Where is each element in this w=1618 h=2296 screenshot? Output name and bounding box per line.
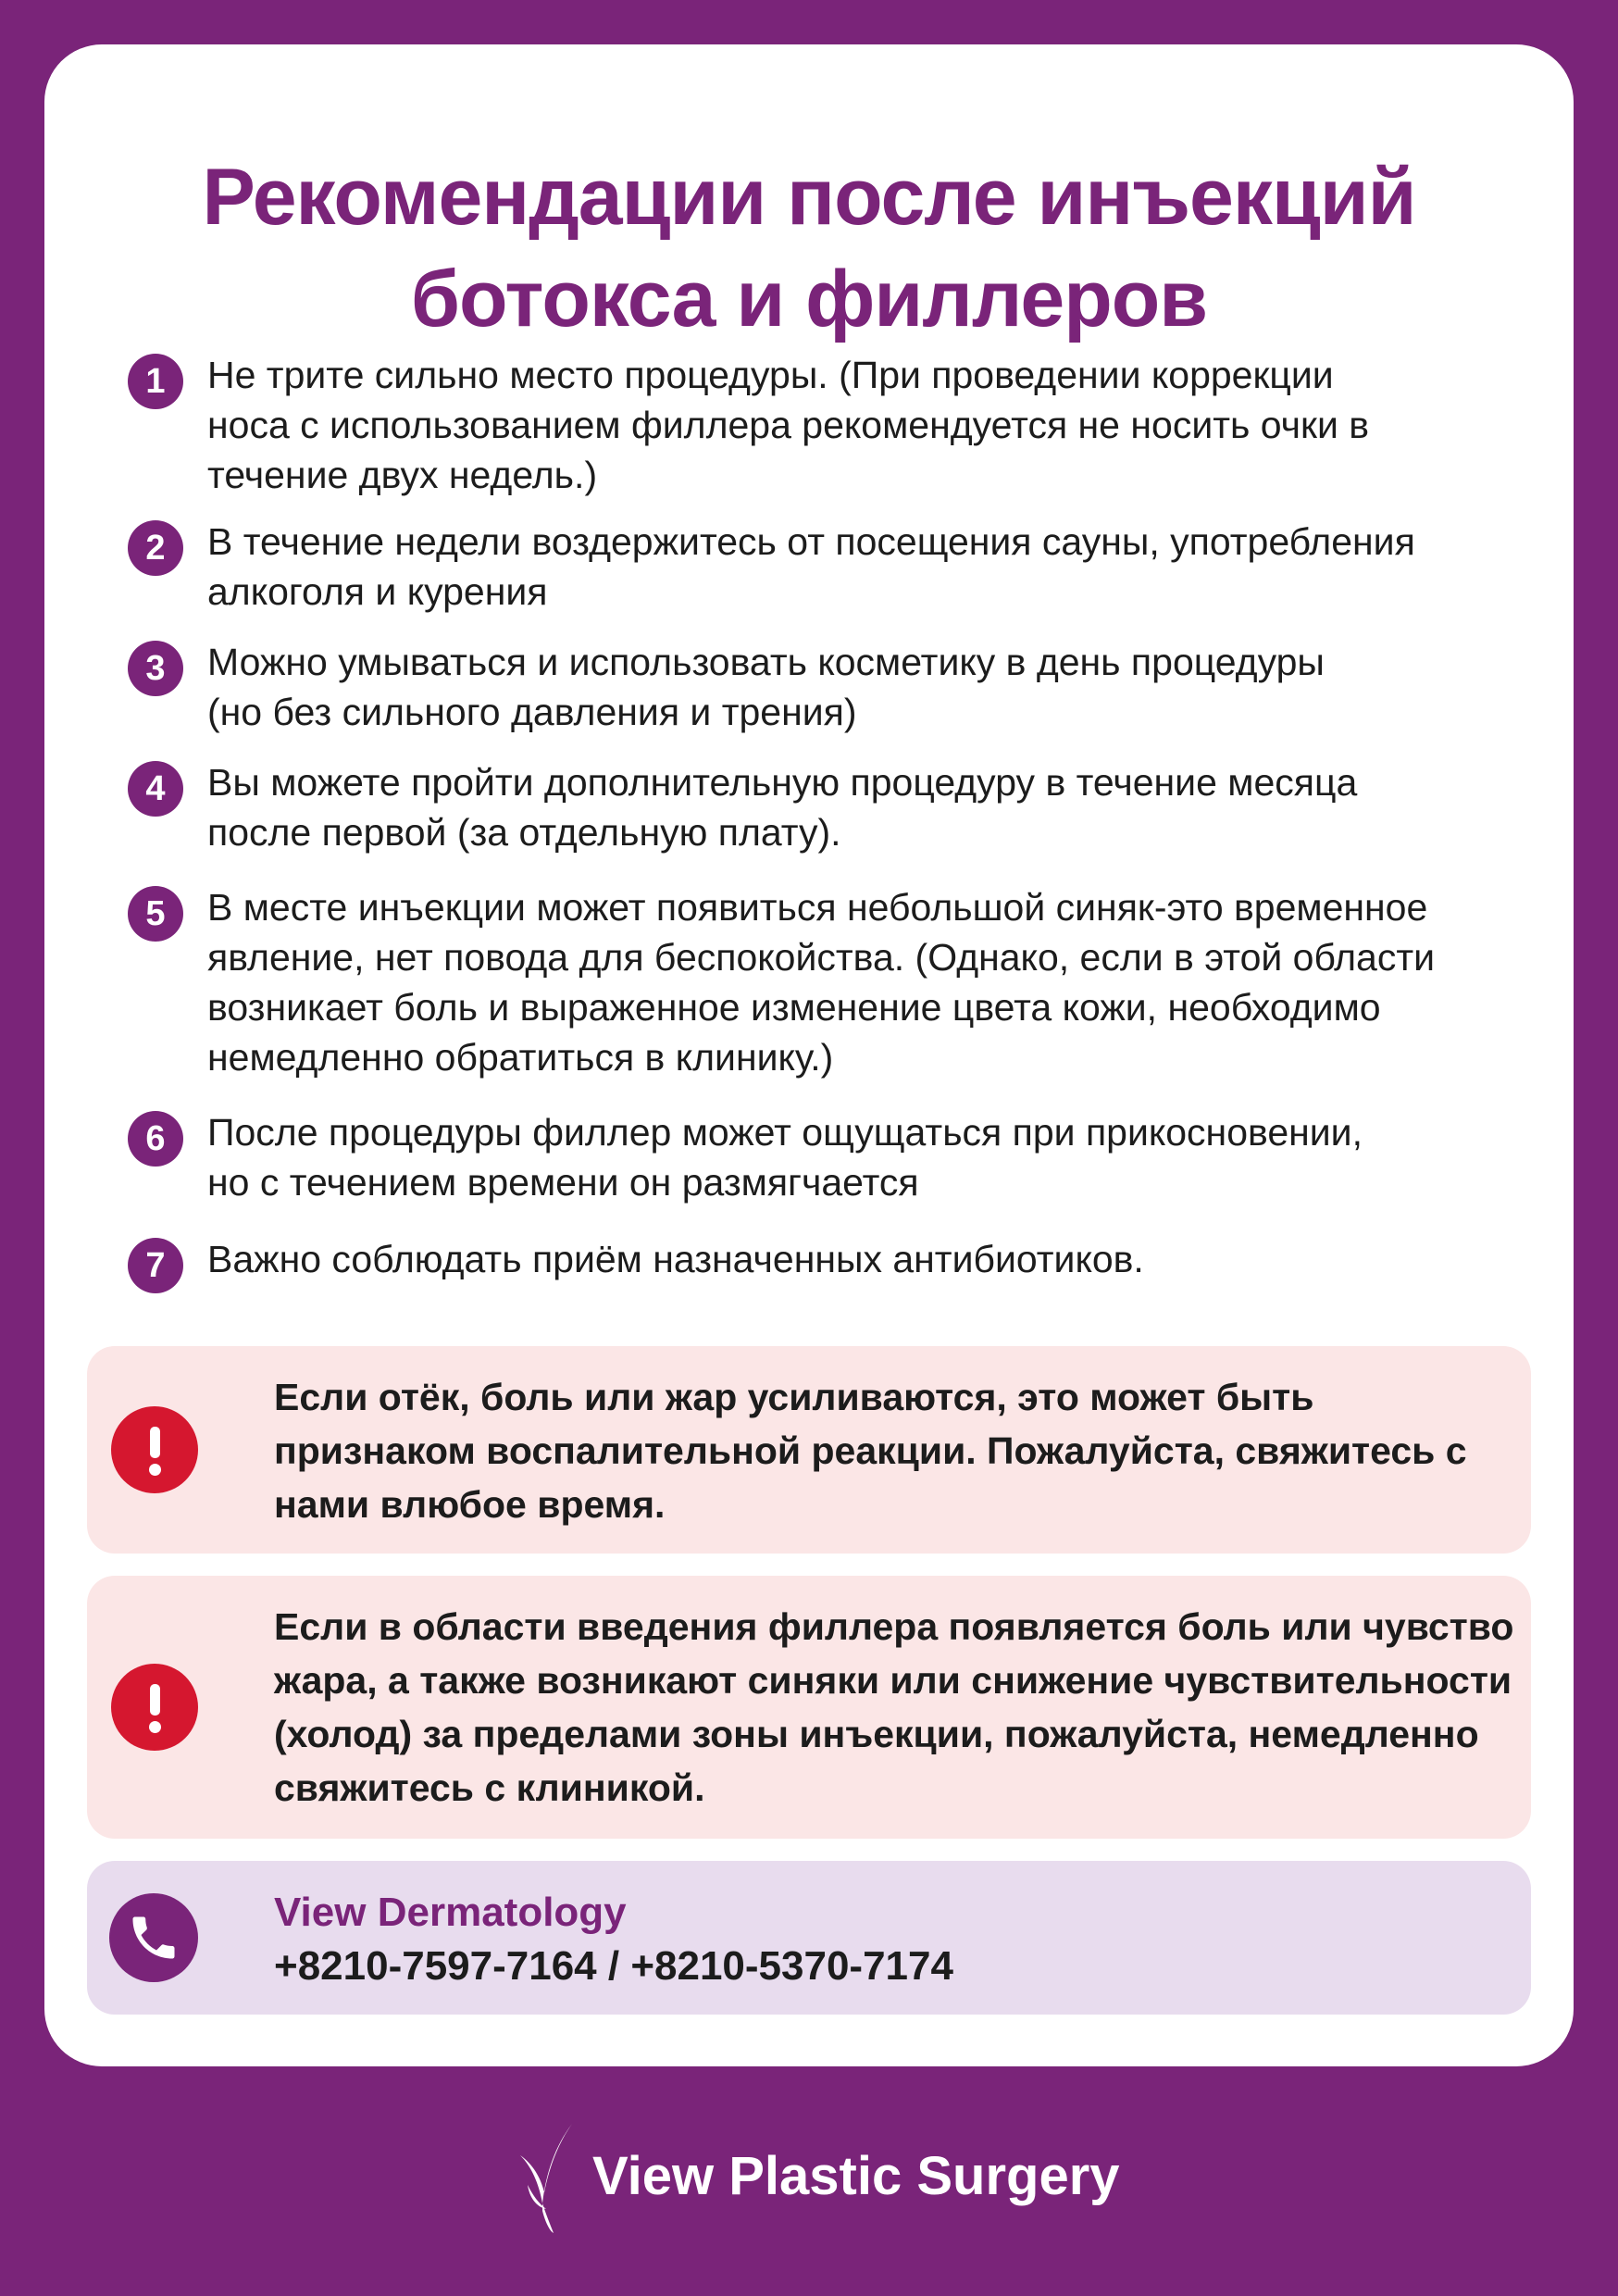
alert-line: нами влюбое время. [274, 1483, 666, 1526]
number-badge-2: 2 [128, 520, 183, 576]
alert-line: Если отёк, боль или жар усиливаются, это может быть [274, 1376, 1314, 1418]
alert-text-inflammation [274, 1370, 1514, 1531]
number-badge-5: 5 [128, 886, 183, 942]
list-item-text-1 [207, 350, 1540, 500]
number-badge-6: 6 [128, 1111, 183, 1167]
list-item-line: В месте инъекции может появиться небольшой синяк-это временное [207, 886, 1428, 929]
number-badge-7: 7 [128, 1238, 183, 1293]
view-logo-icon [515, 2118, 589, 2243]
list-item-text-5 [207, 882, 1540, 1082]
list-item-line: В течение недели воздержитесь от посещения сауны, употребления [207, 520, 1415, 563]
list-item-text-4 [207, 757, 1540, 857]
number-badge-1: 1 [128, 354, 183, 409]
list-item-line: Можно умываться и использовать косметику в день процедуры [207, 641, 1325, 683]
recommendations-card [44, 44, 1574, 2066]
list-item-line: но с течением времени он размягчается [207, 1161, 919, 1204]
alert-text-filler-complication [274, 1600, 1514, 1815]
list-item-text-3 [207, 637, 1540, 737]
alert-line: жара, а также возникают синяки или снижение чувствительности [274, 1659, 1512, 1702]
contact-box [87, 1861, 1531, 2015]
list-item-line: после первой (за отдельную плату). [207, 811, 841, 854]
list-item-line: носа с использованием филлера рекомендуется не носить очки в [207, 404, 1370, 446]
list-item-line: Вы можете пройти дополнительную процедуру в течение месяца [207, 761, 1358, 804]
phone-icon [109, 1893, 198, 1982]
list-item-line: возникает боль и выраженное изменение цвета кожи, необходимо [207, 986, 1381, 1029]
list-item-line: Не трите сильно место процедуры. (При проведении коррекции [207, 354, 1334, 396]
list-item-line: Важно соблюдать приём назначенных антибиотиков. [207, 1238, 1144, 1280]
number-badge-3: 3 [128, 641, 183, 696]
list-item-line: течение двух недель.) [207, 454, 598, 496]
page-title [44, 146, 1574, 350]
title-line-2: ботокса и филлеров [410, 255, 1208, 343]
list-item-line: немедленно обратиться в клинику.) [207, 1036, 834, 1079]
alert-line: (холод) за пределами зоны инъекции, пожалуйста, немедленно [274, 1713, 1479, 1755]
footer-branding [0, 2109, 1618, 2248]
alert-line: признаком воспалительной реакции. Пожалуйста, свяжитесь с [274, 1429, 1467, 1472]
footer-brand-name: View Plastic Surgery [592, 2146, 1120, 2206]
number-badge-4: 4 [128, 761, 183, 817]
list-item-text-2 [207, 517, 1540, 617]
exclamation-icon [111, 1406, 198, 1493]
list-item-line: явление, нет повода для беспокойства. (Однако, если в этой области [207, 936, 1436, 979]
list-item-text-6 [207, 1107, 1540, 1207]
alert-box-filler-complication [87, 1576, 1531, 1839]
list-item-line: алкоголя и курения [207, 570, 548, 613]
clinic-name: View Dermatology [274, 1890, 627, 1935]
title-line-1: Рекомендации после инъекций [202, 153, 1416, 242]
list-item-line: После процедуры филлер может ощущаться при прикосновении, [207, 1111, 1363, 1154]
alert-box-inflammation [87, 1346, 1531, 1554]
alert-line: Если в области введения филлера появляется боль или чувство [274, 1605, 1514, 1648]
exclamation-icon [111, 1664, 198, 1751]
list-item-text-7 [207, 1234, 1540, 1284]
clinic-phone-numbers[interactable]: +8210-7597-7164 / +8210-5370-7174 [274, 1943, 953, 1989]
alert-line: свяжитесь с клиникой. [274, 1766, 705, 1809]
list-item-line: (но без сильного давления и трения) [207, 691, 857, 733]
